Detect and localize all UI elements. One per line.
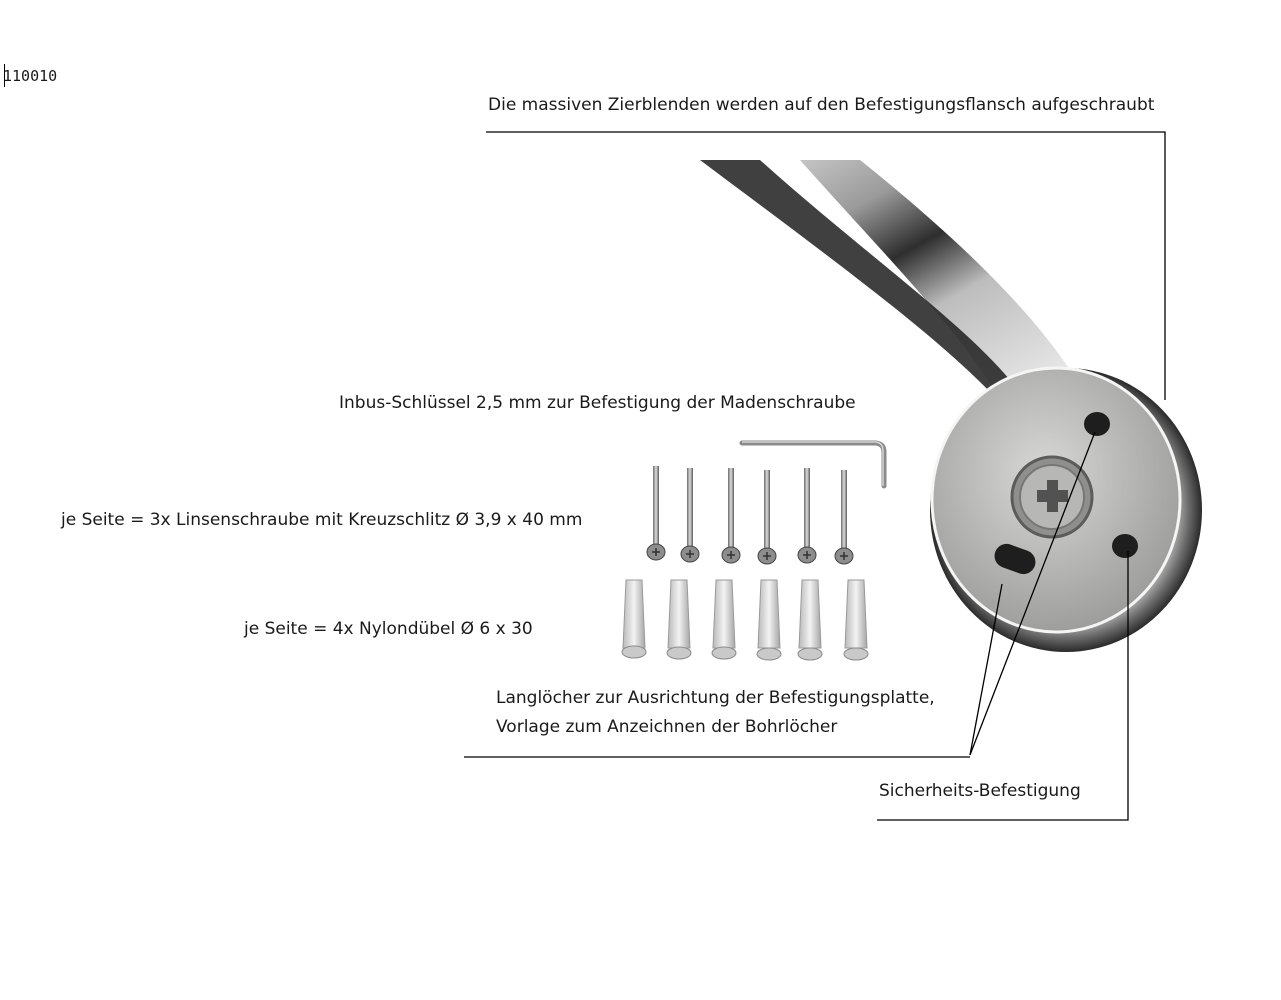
article-number: 110010	[3, 67, 58, 85]
hex-key-callout: Inbus-Schlüssel 2,5 mm zur Befestigung der Madenschraube	[339, 393, 856, 413]
dowel-image	[622, 580, 868, 660]
flange-cover-callout: Die massiven Zierblenden werden auf den Befestigungsflansch aufgeschraubt	[488, 95, 1155, 115]
slots-callout-line1: Langlöcher zur Ausrichtung der Befestigungsplatte,	[496, 688, 935, 708]
hex-key-image	[742, 442, 884, 486]
slots-callout-line2: Vorlage zum Anzeichnen der Bohrlöcher	[496, 717, 838, 737]
dowels-callout: je Seite = 4x Nylondübel Ø 6 x 30	[244, 619, 533, 639]
safety-callout: Sicherheits-Befestigung	[879, 781, 1081, 801]
screw-image	[647, 466, 853, 564]
screws-callout: je Seite = 3x Linsenschraube mit Kreuzschlitz Ø 3,9 x 40 mm	[61, 510, 583, 530]
